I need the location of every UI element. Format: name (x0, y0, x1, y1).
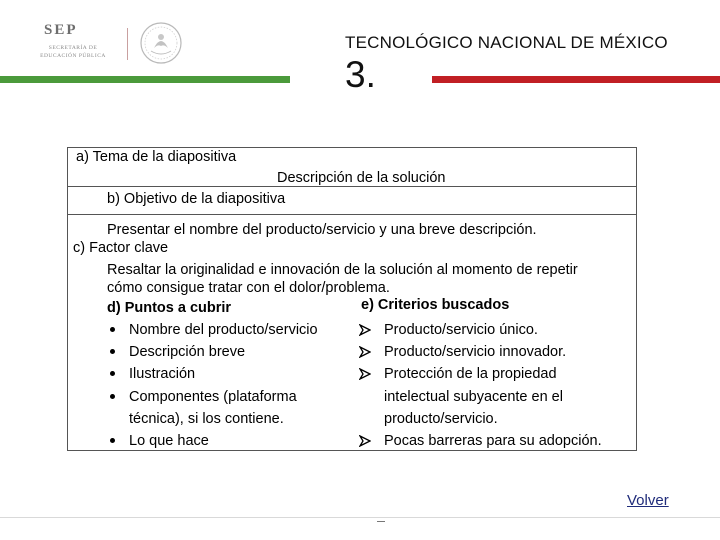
criteria-item: Pocas barreras para su adopción. (384, 433, 602, 449)
point-item: Componentes (plataforma (129, 389, 297, 405)
footer-divider (0, 517, 720, 518)
criteria-item: Producto/servicio innovador. (384, 344, 567, 360)
institution-title: TECNOLÓGICO NACIONAL DE MÉXICO (345, 33, 668, 52)
objective-value: Presentar el nombre del producto/servicio y una breve descripción. (107, 222, 537, 238)
header-red-bar (432, 76, 720, 83)
bullet-icon (110, 438, 115, 443)
slide-number: 3. (345, 54, 376, 95)
bullet-icon (110, 349, 115, 354)
point-item: Descripción breve (129, 344, 246, 360)
criteria-item-continuation: intelectual subyacente en el (384, 389, 563, 405)
sep-logo (22, 20, 192, 66)
key-factor-value-2: cómo consigue tratar con el dolor/problema. (107, 280, 390, 296)
criteria-item-continuation: producto/servicio. (384, 411, 498, 427)
objective-label: b) Objetivo de la diapositiva (107, 191, 286, 207)
criteria-item: Protección de la propiedad (384, 366, 557, 382)
key-factor-value-1: Resaltar la originalidad e innovación de la solución al momento de repetir (107, 262, 578, 278)
arrow-bullet-icon (359, 435, 371, 447)
bullet-icon (110, 394, 115, 399)
logo-divider (127, 28, 128, 60)
point-item-continuation: técnica), si los contiene. (129, 411, 284, 427)
criteria-item: Producto/servicio único. (384, 322, 538, 338)
row-divider (68, 186, 636, 187)
topic-value: Descripción de la solución (277, 170, 446, 186)
footer-mark (377, 521, 385, 522)
criteria-label: e) Criterios buscados (361, 297, 510, 313)
bullet-icon (110, 371, 115, 376)
arrow-bullet-icon (359, 324, 371, 336)
sep-logo-subtitle-1: SECRETARÍA DE (48, 45, 98, 51)
sep-logo-text: SEP (44, 22, 78, 38)
bullet-icon (110, 327, 115, 332)
point-item: Ilustración (129, 366, 196, 382)
points-to-cover-label: d) Puntos a cubrir (107, 300, 232, 316)
sep-logo-subtitle-2: EDUCACIÓN PÚBLICA (40, 53, 106, 59)
back-link[interactable]: Volver (627, 492, 669, 509)
national-seal-icon (137, 20, 185, 66)
topic-label: a) Tema de la diapositiva (76, 149, 237, 165)
point-item: Lo que hace (129, 433, 209, 449)
point-item: Nombre del producto/servicio (129, 322, 318, 338)
header-green-bar (0, 76, 290, 83)
key-factor-label: c) Factor clave (73, 240, 169, 256)
arrow-bullet-icon (359, 346, 371, 358)
arrow-bullet-icon (359, 368, 371, 380)
